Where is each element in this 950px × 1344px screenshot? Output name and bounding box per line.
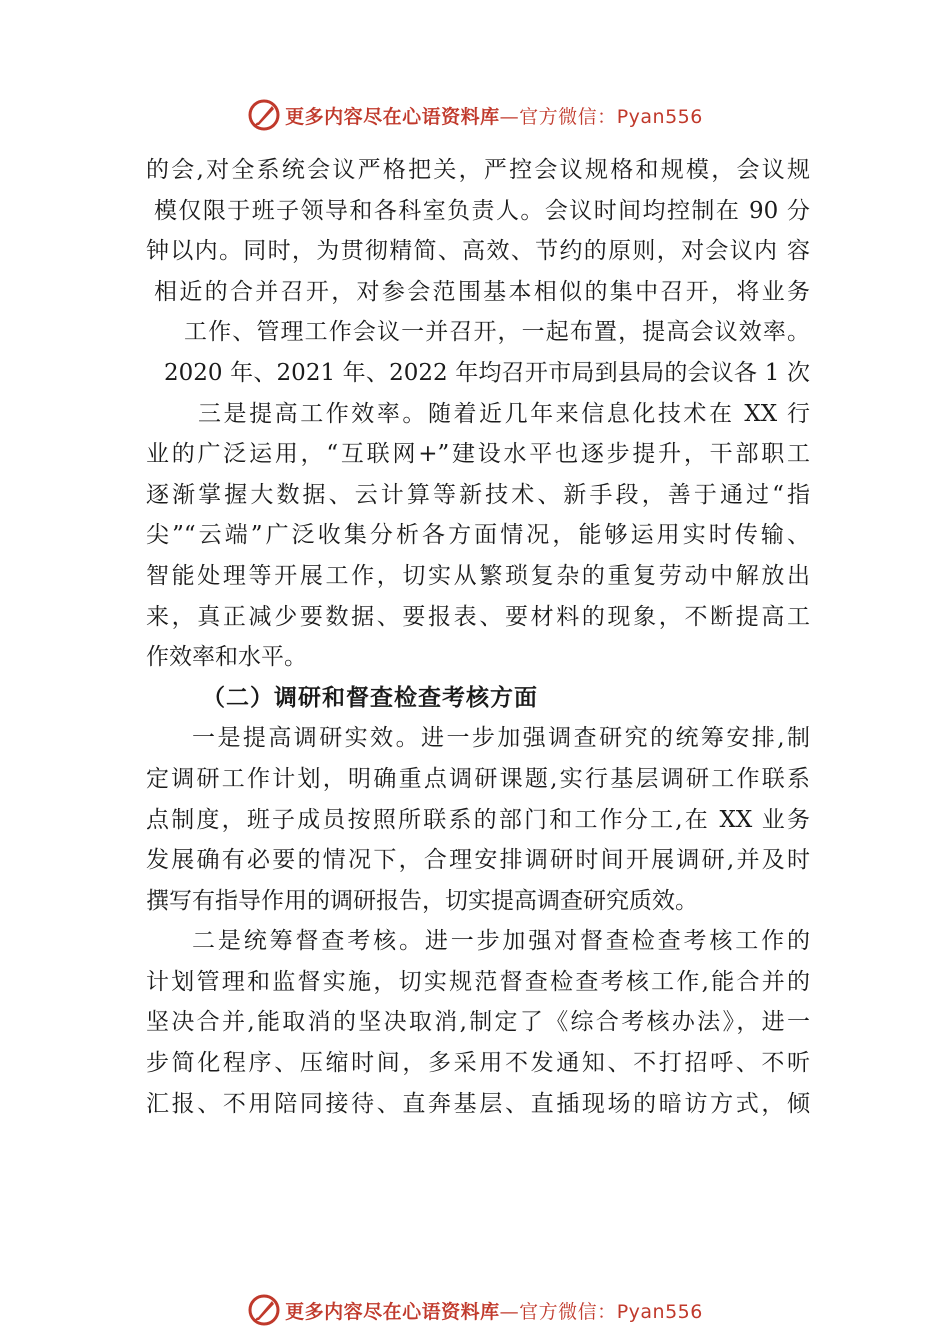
text-line: 步简化程序、压缩时间，多采用不发通知、不打招呼、不听 [146, 1050, 810, 1077]
text-line: 发展确有必要的情况下，合理安排调研时间开展调研,并及时 [146, 847, 810, 874]
text-line: 三是提高工作效率。随着近几年来信息化技术在 XX 行 [198, 400, 810, 427]
text-line: 尖”“云端”广泛收集分析各方面情况，能够运用实时传输、 [146, 522, 810, 549]
text-line: 相近的合并召开，对参会范围基本相似的集中召开，将业务 [154, 278, 810, 305]
quill-logo-icon [247, 1293, 281, 1327]
text-line: 钟以内。同时，为贯彻精简、高效、节约的原则，对会议内 容 [146, 238, 810, 265]
text-line: 定调研工作计划，明确重点调研课题,实行基层调研工作联系 [146, 765, 810, 792]
text-line: 2020 年、2021 年、2022 年均召开市局到县局的会议各 1 次 [164, 359, 810, 386]
text-line: 业的广泛运用，“互联网+”建设水平也逐步提升，干部职工 [146, 441, 810, 468]
text-line: 二是统筹督查考核。进一步加强对督查检查考核工作的 [192, 928, 810, 955]
text-line: 作效率和水平。 [146, 644, 307, 671]
text-line: 逐渐掌握大数据、云计算等新技术、新手段，善于通过“指 [146, 481, 810, 508]
text-line: 一是提高调研实效。进一步加强调查研究的统筹安排,制 [192, 725, 810, 752]
text-line: 来，真正减少要数据、要报表、要材料的现象，不断提高工 [146, 603, 810, 630]
text-line: 点制度，班子成员按照所联系的部门和工作分工,在 XX 业务 [146, 806, 810, 833]
document-body [146, 150, 810, 1124]
footer-banner [0, 1290, 950, 1330]
text-line: 撰写有指导作用的调研报告，切实提高调查研究质效。 [146, 887, 698, 914]
text-line: 工作、管理工作会议一并召开，一起布置，提高会议效率。 [184, 319, 810, 346]
text-line: 模仅限于班子领导和各科室负责人。会议时间均控制在 90 分 [154, 197, 810, 224]
footer-banner-text: 更多内容尽在心语资料库—官方微信：Pyan556 [285, 1300, 703, 1323]
quill-logo-icon [247, 98, 281, 132]
header-banner [0, 95, 950, 135]
text-line: 汇报、不用陪同接待、直奔基层、直插现场的暗访方式，倾 [146, 1090, 810, 1117]
text-line: 坚决合并,能取消的坚决取消,制定了《综合考核办法》，进一 [146, 1009, 810, 1036]
text-line: 计划管理和监督实施，切实规范督查检查考核工作,能合并的 [146, 968, 810, 995]
text-line: 的会,对全系统会议严格把关，严控会议规格和规模，会议规 [146, 157, 810, 183]
text-line: 智能处理等开展工作，切实从繁琐复杂的重复劳动中解放出 [146, 562, 810, 589]
header-banner-text: 更多内容尽在心语资料库—官方微信：Pyan556 [285, 105, 703, 128]
section-heading: （二）调研和督查检查考核方面 [202, 683, 538, 711]
